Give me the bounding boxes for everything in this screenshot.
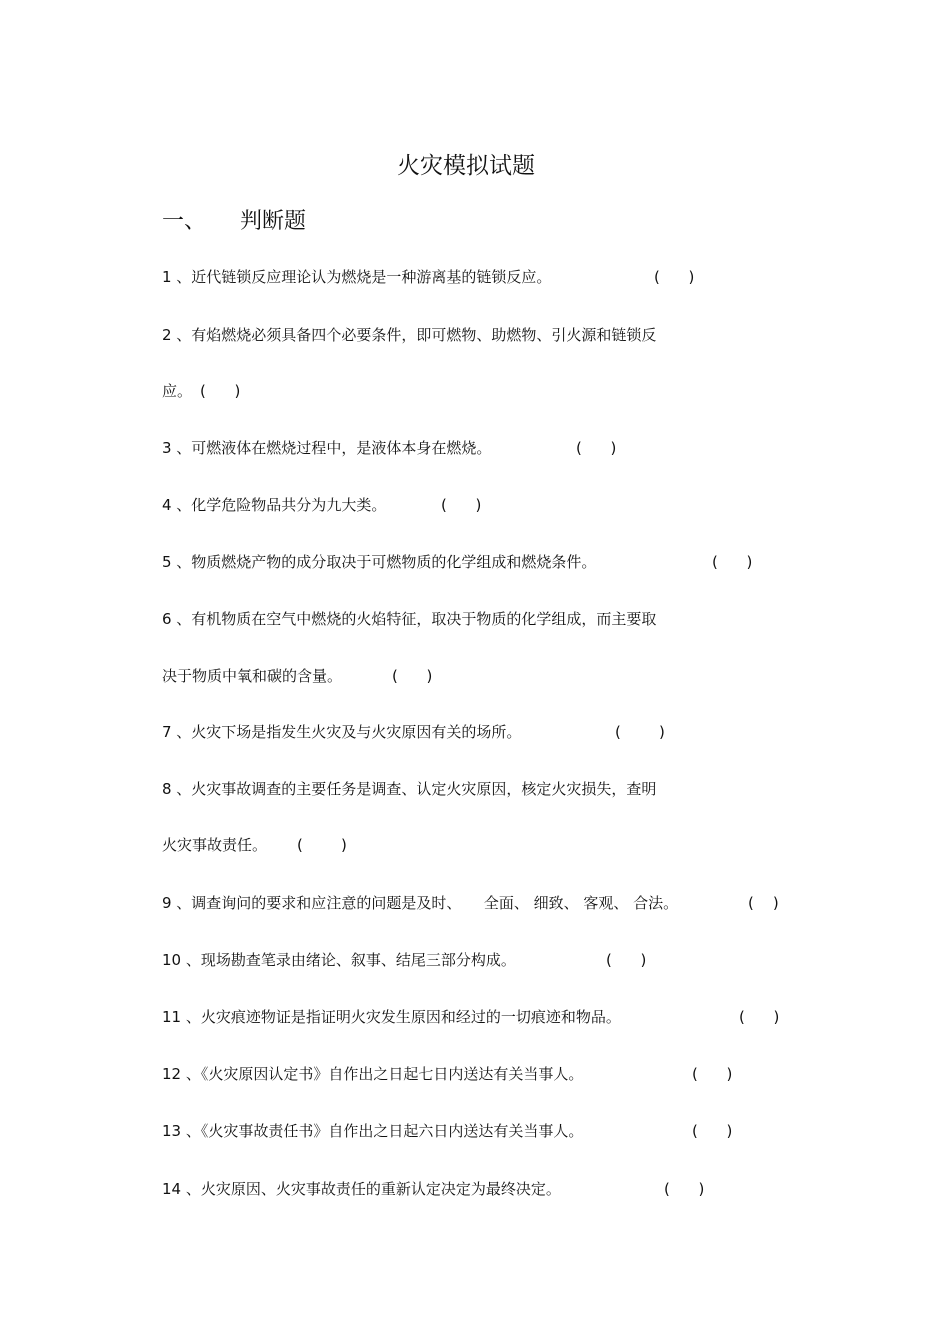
question-2-text: 2 、有焰燃烧必须具备四个必要条件，即可燃物、助燃物、引火源和链锁反 [162,326,657,344]
answer-blank-7: ( ) [615,723,665,741]
answer-blank-6: ( ) [392,667,433,685]
answer-blank-3: ( ) [576,439,617,457]
question-3-text: 3 、可燃液体在燃烧过程中，是液体本身在燃烧。 [162,439,492,457]
question-1-text: 1 、近代链锁反应理论认为燃烧是一种游离基的链锁反应。 [162,268,552,286]
question-13-text: 13 、《火灾事故责任书》自作出之日起六日内送达有关当事人。 [162,1122,584,1140]
question-10-text: 10 、现场勘查笔录由绪论、叙事、结尾三部分构成。 [162,951,516,969]
answer-blank-1: ( ) [654,268,695,286]
page-title: 火灾模拟试题 [397,153,535,179]
answer-blank-12: ( ) [692,1065,733,1083]
question-2-text-cont: 应。 [162,382,193,400]
answer-blank-8: ( ) [297,836,347,854]
answer-blank-10: ( ) [606,951,647,969]
question-9-text: 9 、调查询问的要求和应注意的问题是及时、 全面、 细致、 客观、 合法。 [162,894,679,912]
question-6-text-cont: 决于物质中氧和碳的含量。 [162,667,343,685]
question-14-text: 14 、火灾原因、火灾事故责任的重新认定决定为最终决定。 [162,1180,561,1198]
question-8-text: 8 、火灾事故调查的主要任务是调查、认定火灾原因，核定火灾损失，查明 [162,780,657,798]
answer-blank-4: ( ) [441,496,482,514]
question-12-text: 12 、《火灾原因认定书》自作出之日起七日内送达有关当事人。 [162,1065,584,1083]
answer-blank-9: ( ) [748,894,779,912]
section-number: 一、 [162,209,207,234]
question-11-text: 11 、火灾痕迹物证是指证明火灾发生原因和经过的一切痕迹和物品。 [162,1008,621,1026]
answer-blank-14: ( ) [664,1180,705,1198]
answer-blank-5: ( ) [712,553,753,571]
question-5-text: 5 、物质燃烧产物的成分取决于可燃物质的化学组成和燃烧条件。 [162,553,597,571]
question-8-text-cont: 火灾事故责任。 [162,836,268,854]
section-heading [162,206,306,238]
question-7-text: 7 、火灾下场是指发生火灾及与火灾原因有关的场所。 [162,723,522,741]
answer-blank-13: ( ) [692,1122,733,1140]
section-title: 判断题 [240,209,307,234]
answer-blank-11: ( ) [739,1008,780,1026]
question-4-text: 4 、化学危险物品共分为九大类。 [162,496,387,514]
question-6-text: 6 、有机物质在空气中燃烧的火焰特征，取决于物质的化学组成，而主要取 [162,610,657,628]
answer-blank-2: ( ) [200,382,241,400]
